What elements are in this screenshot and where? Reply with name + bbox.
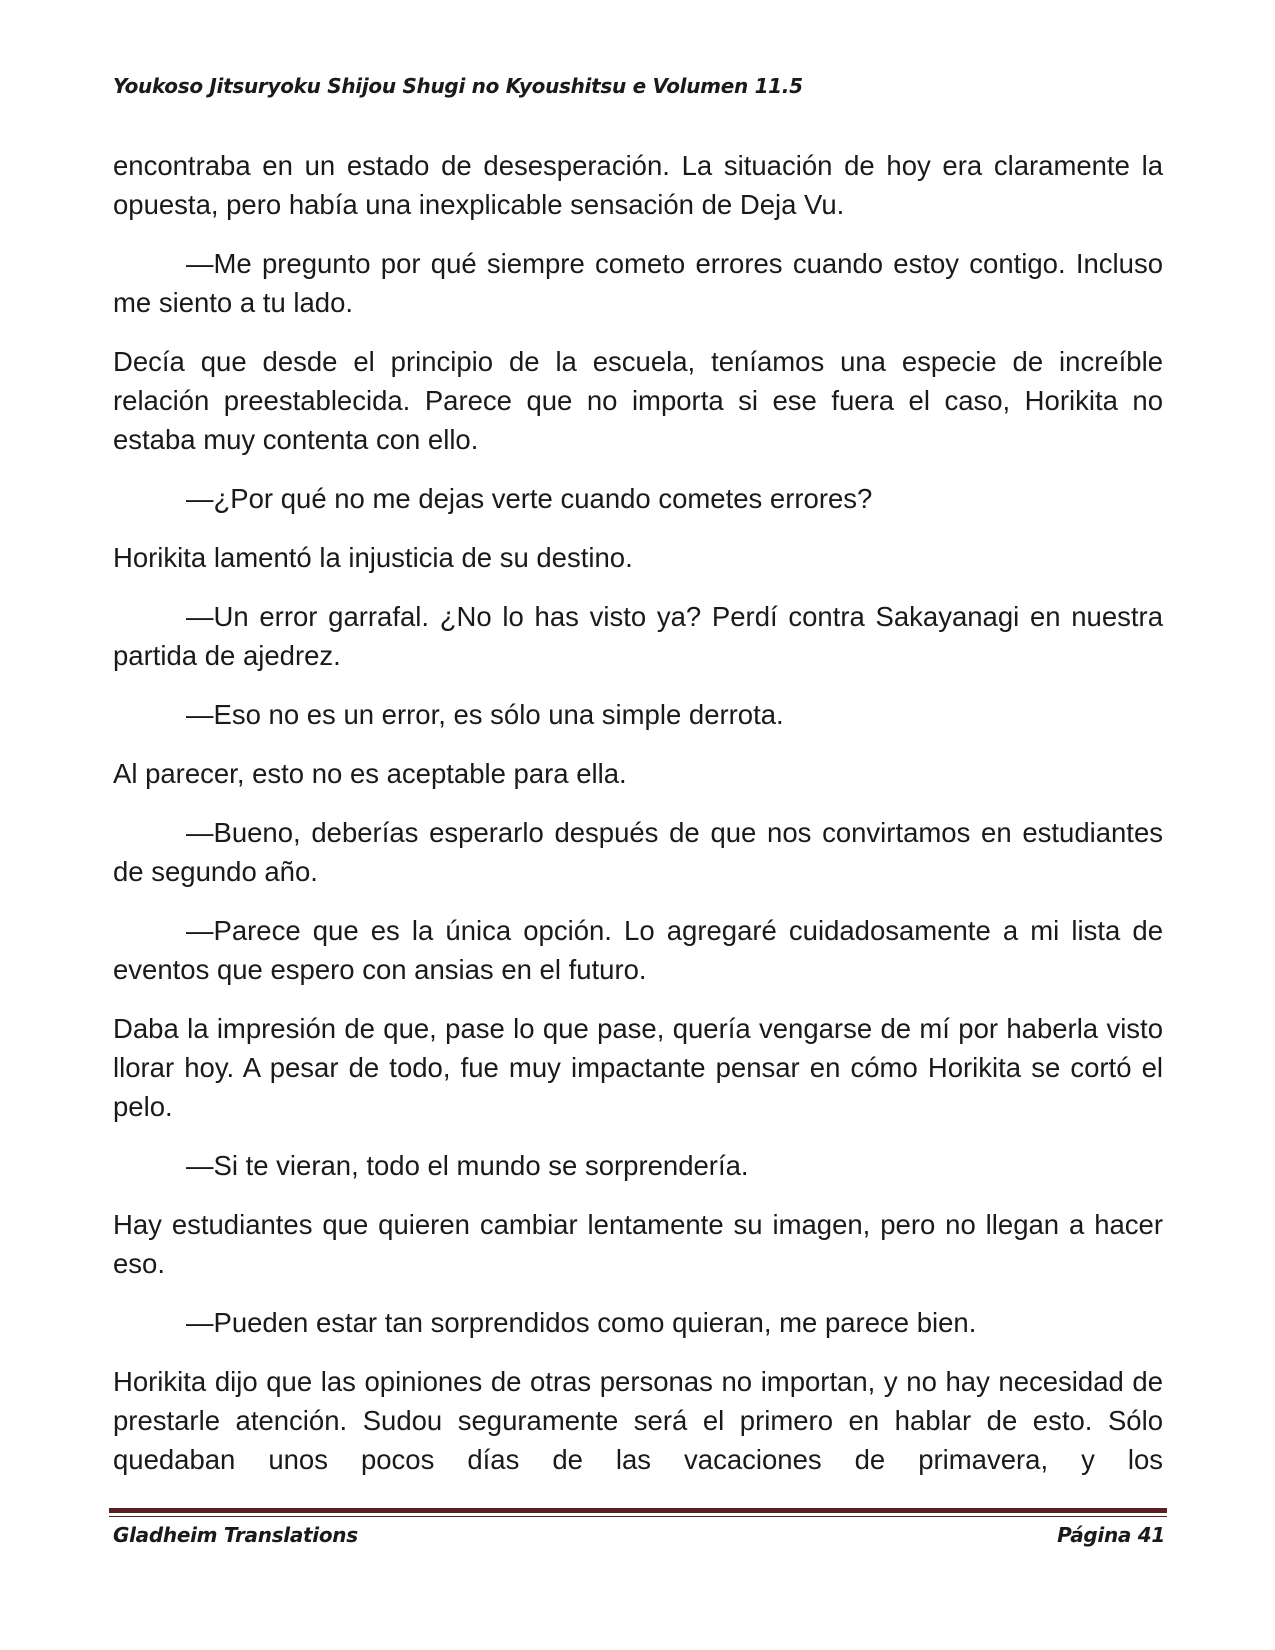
paragraph: Daba la impresión de que, pase lo que pase, quería vengarse de mí por haberla visto llorar hoy. A pesar de todo, fue muy impactante pensar en cómo Horikita se cortó el pelo. xyxy=(113,1013,1163,1122)
dialogue-line: —Si te vieran, todo el mundo se sorprendería. xyxy=(186,1150,749,1181)
paragraph: encontraba en un estado de desesperación. La situación de hoy era claramente la opuesta, pero había una inexplicable sensación de Deja Vu. xyxy=(113,150,1163,220)
dialogue-line: —Pueden estar tan sorprendidos como quieran, me parece bien. xyxy=(186,1307,977,1338)
paragraph: Horikita dijo que las opiniones de otras personas no importan, y no hay necesidad de prestarle atención. Sudou seguramente será el primero en hablar de esto. Sólo quedaban unos pocos días de las vacaciones de primavera, y los xyxy=(113,1366,1163,1475)
paragraph: Al parecer, esto no es aceptable para ella. xyxy=(113,758,627,789)
dialogue-line: —¿Por qué no me dejas verte cuando cometes errores? xyxy=(186,483,873,514)
page-header-title: Youkoso Jitsuryoku Shijou Shugi no Kyoushitsu e Volumen 11.5 xyxy=(113,74,803,98)
footer-divider-thick xyxy=(109,1508,1167,1513)
page-body xyxy=(113,146,1163,1479)
paragraph: Horikita lamentó la injusticia de su destino. xyxy=(113,542,633,573)
paragraph: Hay estudiantes que quieren cambiar lentamente su imagen, pero no llegan a hacer eso. xyxy=(113,1209,1163,1279)
footer-page-number: Página 41 xyxy=(1057,1523,1165,1547)
dialogue-line: —Un error garrafal. ¿No lo has visto ya? Perdí contra Sakayanagi en nuestra partida de ajedrez. xyxy=(113,601,1163,671)
paragraph: Decía que desde el principio de la escuela, teníamos una especie de increíble relación preestablecida. Parece que no importa si ese fuera el caso, Horikita no estaba muy contenta con ello. xyxy=(113,346,1163,455)
dialogue-line: —Me pregunto por qué siempre cometo errores cuando estoy contigo. Incluso me siento a tu lado. xyxy=(113,248,1163,318)
dialogue-line: —Parece que es la única opción. Lo agregaré cuidadosamente a mi lista de eventos que espero con ansias en el futuro. xyxy=(113,915,1163,985)
footer-translator-credit: Gladheim Translations xyxy=(113,1523,358,1547)
dialogue-line: —Eso no es un error, es sólo una simple derrota. xyxy=(186,699,784,730)
dialogue-line: —Bueno, deberías esperarlo después de que nos convirtamos en estudiantes de segundo año. xyxy=(113,817,1163,887)
footer-divider-thin xyxy=(109,1516,1167,1517)
